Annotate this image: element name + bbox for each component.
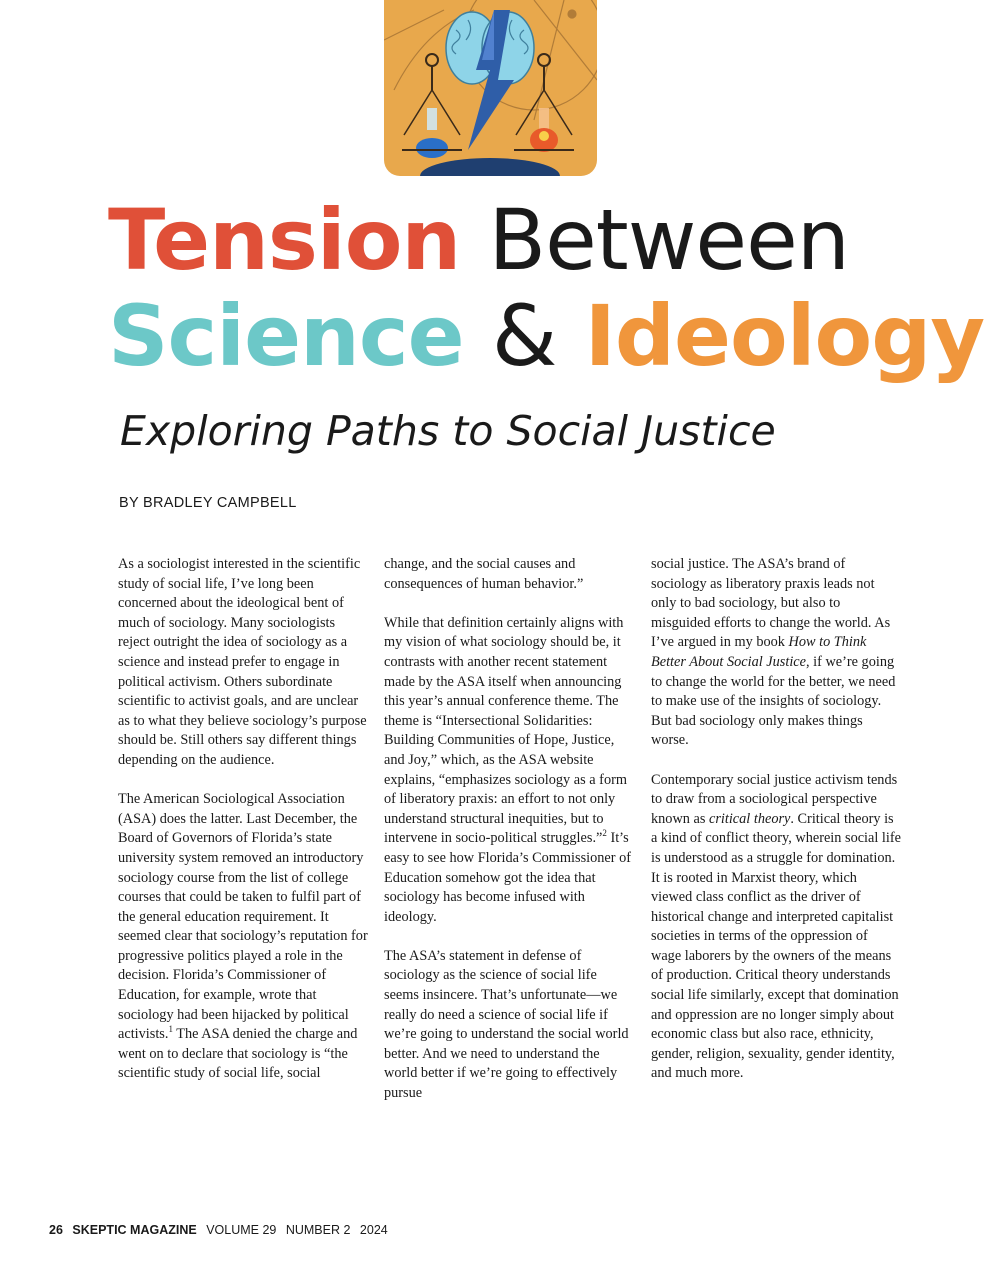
term-critical-theory: critical theory bbox=[708, 810, 791, 827]
paragraph: change, and the social causes and consequences of human behavior.” bbox=[384, 556, 584, 592]
title-word-science: Science bbox=[108, 287, 464, 385]
paragraph: As a sociologist interested in the scientific study of social life, I’ve long been concerned about the ideological bent of much of sociology. Many sociologists reject outright the idea of sociology as a science and instead prefer to engage in political activism. Others subordinate scientific to activist goals, and are unclear as to what they believe sociology’s purpose should be. Still others say different things depending on the audience. bbox=[118, 556, 367, 768]
issue-number: NUMBER 2 bbox=[285, 1223, 351, 1237]
body-column-2 bbox=[384, 555, 634, 1104]
paragraph: Contemporary social justice activism tends to draw from a sociological perspective known as critical theory. Critical theory is a kind of conflict theory, wherein social life is understood as a struggle for domination. It is rooted in Marxist theory, which viewed class conflict as the driver of historical change and interpreted capitalist societies in terms of the oppression of wage laborers by the owners of the means of production. Critical theory understands social life similarly, except that domination and oppression are no longer simply about economic class but also race, ethnicity, gender, religion, sexuality, gender identity, and much more. bbox=[651, 771, 901, 1082]
body-column-1 bbox=[118, 555, 368, 1084]
footnote-ref: 2 bbox=[602, 828, 607, 839]
byline: BY BRADLEY CAMPBELL bbox=[119, 495, 297, 511]
article-title bbox=[108, 192, 984, 384]
article-illustration bbox=[384, 0, 597, 176]
footnote-ref: 1 bbox=[168, 1024, 173, 1035]
page-number: 26 bbox=[49, 1223, 63, 1237]
book-title: How to Think Better About Social Justice bbox=[651, 634, 867, 670]
paragraph: The ASA’s statement in defense of sociology as the science of social life seems insincere. That’s unfortunate—we really do need a science of social life if we’re going to understand the social world better. And we need to understand the world better if we’re going to effectively pursue bbox=[384, 947, 629, 1102]
page-footer bbox=[49, 1223, 394, 1237]
brain-lightning-scales-icon bbox=[384, 0, 597, 176]
title-word-between: Between bbox=[488, 191, 850, 289]
title-word-tension: Tension bbox=[108, 191, 461, 289]
volume-label: VOLUME 29 bbox=[206, 1223, 277, 1237]
paragraph: social justice. The ASA’s brand of sociology as liberatory praxis leads not only to bad sociology, but also to misguided efforts to change the world. As I’ve argued in my book How to Think Better About Social Justice, if we’re going to change the world for the better, we need to make use of the insights of sociology. But bad sociology only makes things worse. bbox=[651, 556, 896, 749]
article-subtitle: Exploring Paths to Social Justice bbox=[120, 407, 776, 455]
body-column-3 bbox=[651, 555, 901, 1084]
paragraph: While that definition certainly aligns with my vision of what sociology should be, it contrasts with another recent statement made by the ASA itself when announcing this year’s annual conference theme. The theme is “Intersectional Solidarities: Building Communities of Hope, Justice, and Joy,” which, as the ASA website explains, “emphasizes sociology as a form of liberatory praxis: an effort to not only understand structural inequities, but to intervene in socio-political struggles.”$^2$ It’s easy to see how Florida’s Commissioner of Education somehow got the idea that sociology has become infused with ideology. bbox=[384, 614, 631, 925]
title-ampersand: & bbox=[491, 287, 557, 385]
paragraph: The American Sociological Association (ASA) does the latter. Last December, the Board of Governors of Florida’s state university system removed an introductory sociology course from the list of college courses that could be taken to fulfil part of the general education requirement. It seemed clear that sociology’s reputation for progressive politics played a role in the decision. Florida’s Commissioner of Education, for example, wrote that sociology had been hijacked by political activists.$^1$ The ASA denied the charge and went on to declare that sociology is “the scientific study of social life, social bbox=[118, 791, 368, 1082]
title-word-ideology: Ideology bbox=[584, 287, 985, 385]
issue-year: 2024 bbox=[359, 1223, 388, 1237]
magazine-name: SKEPTIC MAGAZINE bbox=[72, 1223, 197, 1237]
